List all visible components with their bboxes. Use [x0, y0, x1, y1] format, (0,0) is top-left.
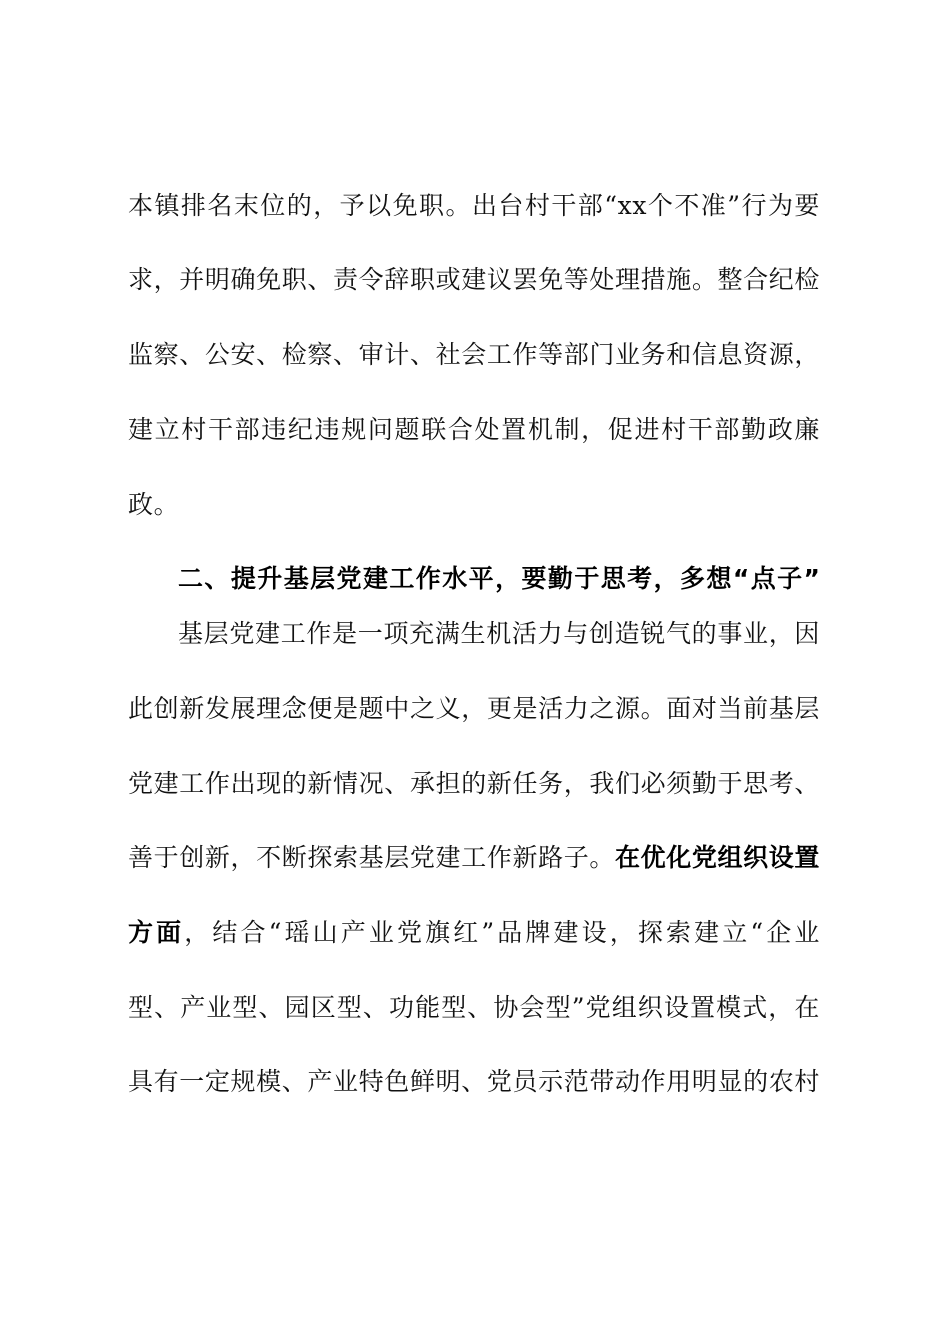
paragraph2-line-2: 此创新发展理念便是题中之义，更是活力之源。面对当前基层	[128, 694, 820, 723]
paragraph1-line-4: 建立村干部违纪违规问题联合处置机制，促进村干部勤政廉	[128, 415, 820, 444]
section-heading: 二、提升基层党建工作水平，要勤于思考，多想“点子”	[178, 564, 820, 593]
paragraph2-line-5-normal: ，结合“瑶山产业党旗红”品牌建设，探索建立“企业	[184, 918, 820, 947]
paragraph2-line-6: 型、产业型、园区型、功能型、协会型”党组织设置模式，在	[128, 993, 820, 1022]
paragraph1-line-1: 本镇排名末位的，予以免职。出台村干部“xx个不准”行为要	[128, 191, 820, 220]
paragraph2-line-4-bold: 在优化党组织设置	[614, 843, 820, 872]
paragraph1-line-2: 求，并明确免职、责令辞职或建议罢免等处理措施。整合纪检	[128, 265, 820, 294]
paragraph2-line-5	[128, 913, 820, 953]
paragraph2-line-7: 具有一定规模、产业特色鲜明、党员示范带动作用明显的农村	[128, 1067, 820, 1096]
paragraph2-line-4-normal: 善于创新，不断探索基层党建工作新路子。	[128, 843, 615, 872]
paragraph1-line-5: 政。	[128, 490, 180, 519]
paragraph2-line-3: 党建工作出现的新情况、承担的新任务，我们必须勤于思考、	[128, 769, 820, 798]
paragraph2-line-1: 基层党建工作是一项充满生机活力与创造锐气的事业，因	[178, 619, 820, 648]
paragraph2-line-4	[128, 838, 820, 878]
paragraph2-line-5-bold: 方面	[128, 918, 185, 947]
paragraph1-line-3: 监察、公安、检察、审计、社会工作等部门业务和信息资源，	[128, 340, 820, 369]
